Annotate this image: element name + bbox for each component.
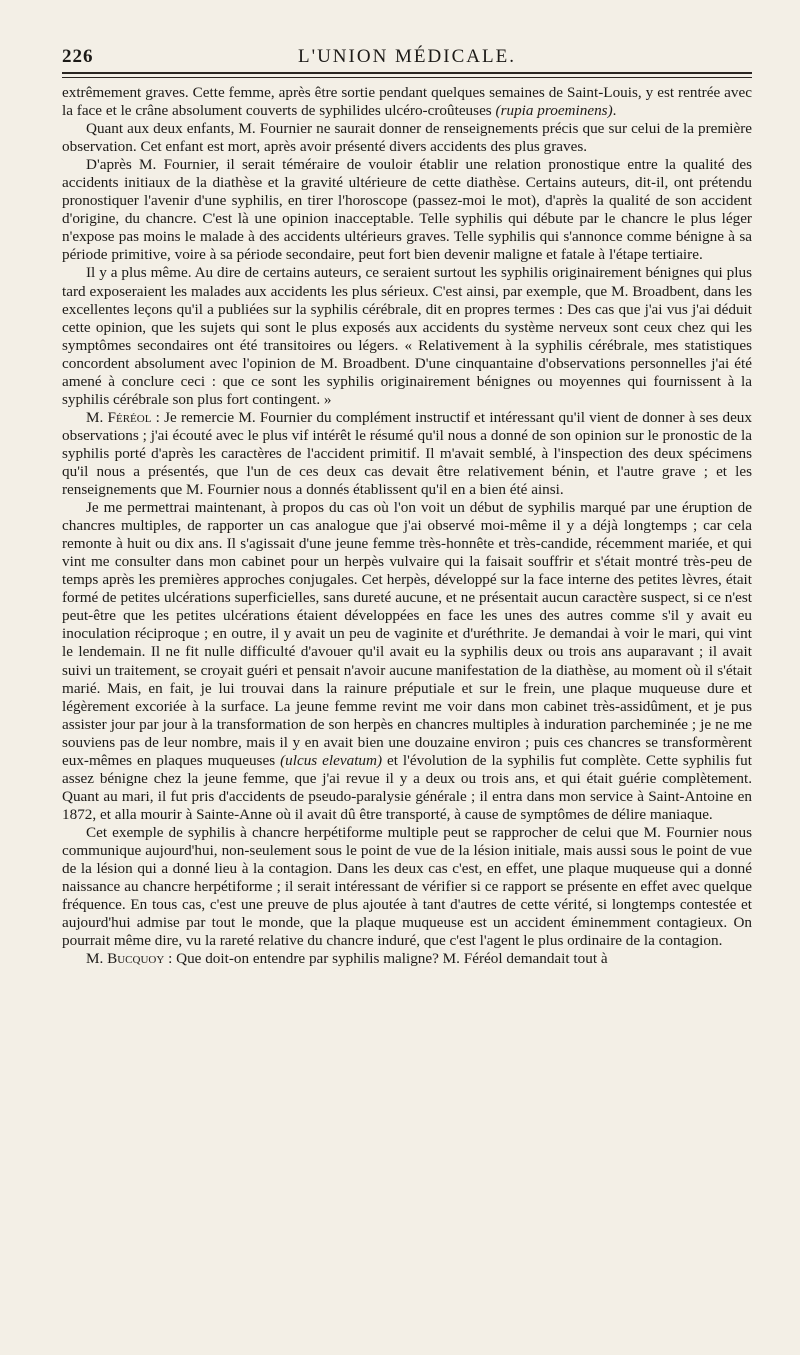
- article-body: [62, 84, 752, 968]
- paragraph: Cet exemple de syphilis à chancre herpétiforme multiple peut se rapprocher de celui que M. Fournier nous communique aujourd'hui, non-seulement sous le point de vue de la lésion initiale, mais aussi sous le point de vue de la lésion qui a donné lieu à la contagion. Dans les deux cas c'est, en effet, une plaque muqueuse qui a donné naissance au chancre herpétiforme ; il serait intéressant de vérifier si ce rapport se présente en effet avec quelque fréquence. En tous cas, c'est une preuve de plus ajoutée à tant d'autres de cette vérité, si longtemps contestée et aujourd'hui admise par tout le monde, que la plaque muqueuse est un accident éminemment contagieux. On pourrait même dire, vu la rareté relative du chancre induré, que c'est l'agent le plus ordinaire de la contagion.: [62, 823, 752, 950]
- speaker-name: M. Féréol: [86, 408, 152, 426]
- page-header: [62, 40, 752, 74]
- paragraph: M. Bucquoy : Que doit-on entendre par syphilis maligne? M. Féréol demandait tout à: [86, 950, 608, 968]
- page-number: 226: [62, 46, 94, 67]
- paragraph: Quant aux deux enfants, M. Fournier ne saurait donner de renseignements précis que sur celui de la première observation. Cet enfant est mort, après avoir présenté divers accidents des plus graves.: [62, 120, 752, 156]
- running-title: L'UNION MÉDICALE.: [298, 46, 516, 67]
- paragraph: M. Féréol : Je remercie M. Fournier du complément instructif et intéressant qu'il vient de donner à ses deux observations ; j'ai écouté avec le plus vif intérêt le résumé qu'il nous a donné de son opinion sur le pronostic de la syphilis porté d'après les caractères de l'accident primitif. Il m'avait semblé, à l'inspection des deux spécimens qu'il nous a présentés, que l'un de ces deux cas devait être relativement bénin, et l'autre grave ; et les renseignements que M. Fournier nous a donnés établissent qu'il en a bien été ainsi.: [62, 408, 752, 499]
- paragraph: extrêmement graves. Cette femme, après être sortie pendant quelques semaines de Saint-Louis, y est rentrée avec la face et le crâne absolument couverts de syphilides ulcéro-croûteuses (rupia proeminens).: [62, 84, 752, 120]
- paragraph: D'après M. Fournier, il serait téméraire de vouloir établir une relation pronostique entre la qualité des accidents initiaux de la diathèse et la gravité ultérieure de cette diathèse. Certains auteurs, dit-il, ont prétendu pronostiquer l'avenir d'une syphilis, en tirer l'horoscope (passez-moi le mot), d'après la qualité de son accident d'origine, du chancre. C'est là une opinion inacceptable. Telle syphilis qui débute par le chancre le plus léger n'expose pas moins le malade à des accidents ultérieurs graves. Telle syphilis qui s'annonce comme bénigne à sa période primitive, voire à sa période secondaire, peut fort bien devenir maligne et fatale à l'étape tertiaire.: [62, 156, 752, 264]
- speaker-name: M. Bucquoy: [86, 950, 165, 968]
- paragraph: Il y a plus même. Au dire de certains auteurs, ce seraient surtout les syphilis originairement bénignes qui plus tard exposeraient les malades aux accidents les plus sérieux. C'est ainsi, par exemple, que M. Broadbent, dans les excellentes leçons qu'il a publiées sur la syphilis cérébrale, dit en propres termes : Des cas que j'ai vus j'ai déduit cette opinion, que les sujets qui sont le plus exposés aux accidents du système nerveux sont ceux chez qui les symptômes secondaires ont été transitoires ou légers. « Relativement à la syphilis cérébrale, mes statistiques concordent absolument avec l'opinion de M. Broadbent. D'une cinquantaine d'observations personnelles j'ai été amené à conclure ceci : que ce sont les syphilis originairement bénignes ou moyennes qui fournissent à la syphilis cérébrale son plus fort contingent. »: [62, 264, 752, 408]
- latin-term: (rupia proeminens): [495, 102, 613, 120]
- paragraph: Je me permettrai maintenant, à propos du cas où l'on voit un début de syphilis marqué par une éruption de chancres multiples, de rapporter un cas analogue que j'ai observé moi-même il y a déjà longtemps ; car cela remonte à huit ou dix ans. Il s'agissait d'une jeune femme très-honnête et très-candide, récemment mariée, et qui vint me consulter dans mon cabinet pour un herpès vulvaire qui la faisait souffrir et s'était montré très-peu de temps après les premières approches conjugales. Cet herpès, développé sur la face interne des petites lèvres, était formé de petites ulcérations superficielles, sans dureté aucune, et ne présentait aucun caractère suspect, si ce n'est peut-être que les petites ulcérations étaient développées en face les unes des autres comme s'il y avait eu inoculation réciproque ; en outre, il y avait un peu de vaginite et d'uréthrite. Je demandai à voir le mari, qui vint le lendemain. Il ne fit nulle difficulté d'avouer qu'il avait eu la syphilis deux ou trois ans auparavant ; il avait suivi un traitement, se croyait guéri et pensait n'avoir aucune manifestation de la diathèse, au moment où il s'était marié. Mais, en fait, je lui trouvai dans la rainure préputiale et sur le frein, une plaque muqueuse dure et légèrement excoriée à la surface. La jeune femme revint me voir dans mon cabinet très-assidûment, et je pus assister jour par jour à la transformation de son herpès en chancres multiples à induration parcheminée ; je ne me souviens pas de leur nombre, mais il y en avait bien une douzaine environ ; puis ces chancres se transformèrent eux-mêmes en plaques muqueuses (ulcus elevatum) et l'évolution de la syphilis fut complète. Cette syphilis fut assez bénigne chez la jeune femme, que j'ai revue il y a deux ou trois ans, et qui était guérie complètement. Quant au mari, il fut pris d'accidents de pseudo-paralysie générale ; il entra dans mon service à Saint-Antoine en 1872, et alla mourir à Sainte-Anne où il avait dû être transporté, à cause de symptômes de délire maniaque.: [62, 499, 752, 823]
- latin-term: (ulcus elevatum): [280, 751, 383, 769]
- header-rule: [62, 77, 752, 78]
